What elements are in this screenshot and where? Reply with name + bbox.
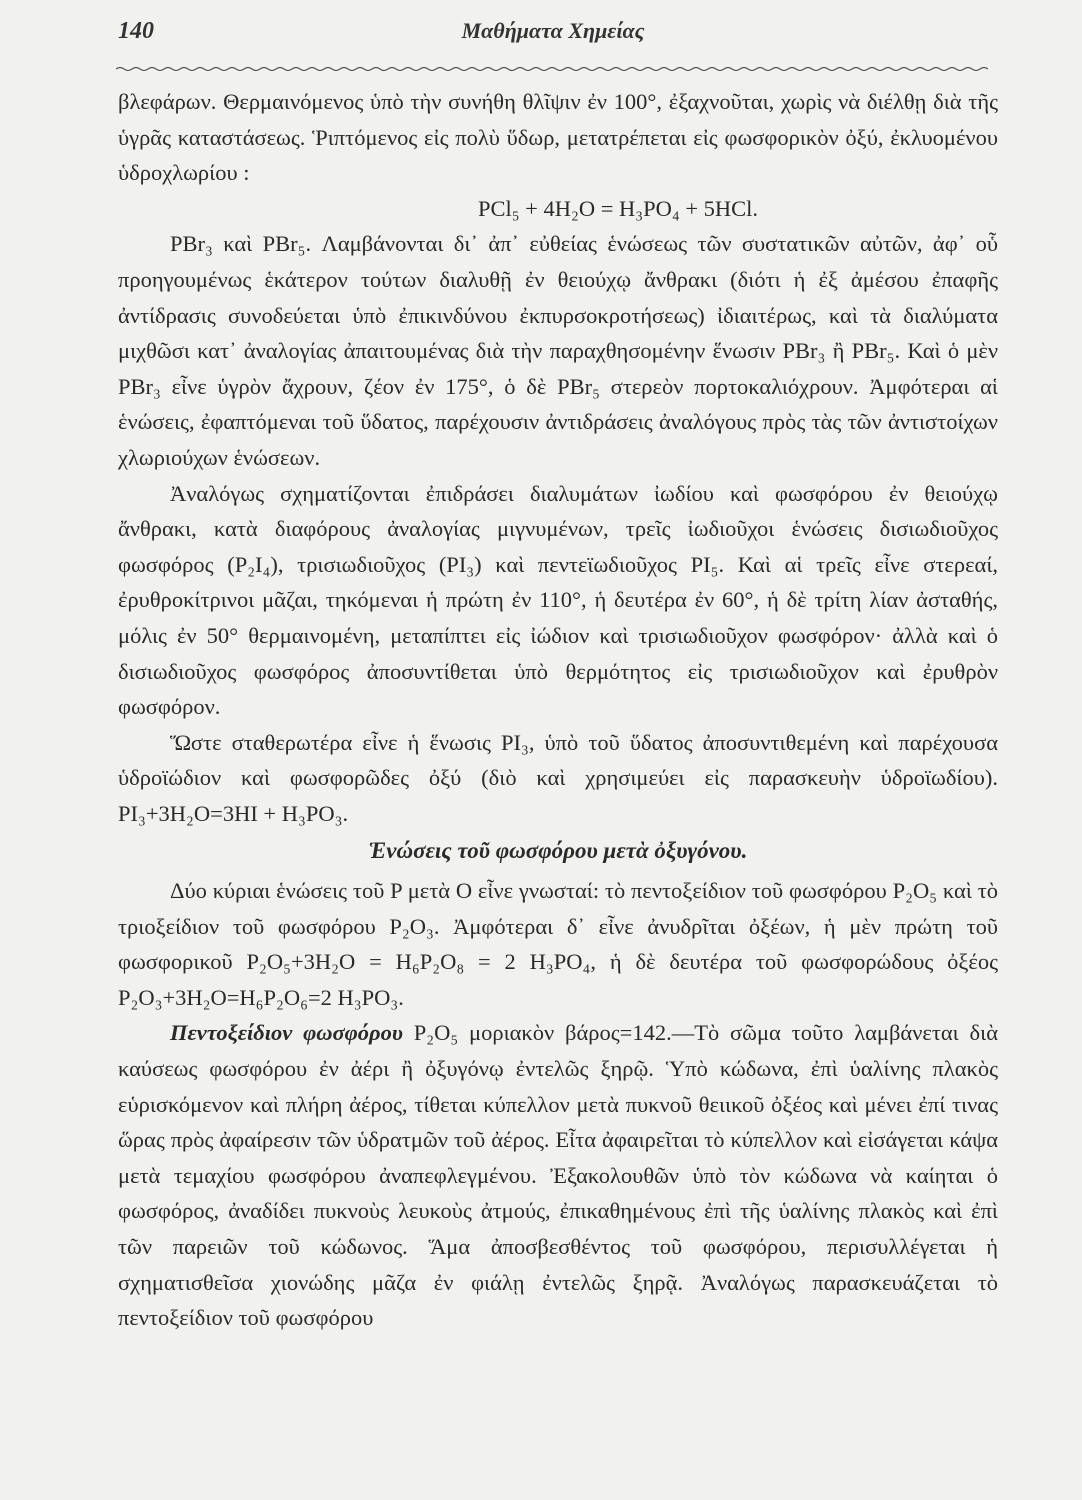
paragraph-iodides: Ἀναλόγως σχηματίζονται ἐπιδράσει διαλυμάτων ἰωδίου καὶ φωσφόρου ἐν θειούχῳ ἄνθρακι, κατὰ διαφόρους ἀναλογίας μιγνυμένων, τρεῖς ἰωδιοῦχοι ἑνώσεις δισιωδιοῦχος φωσφόρος (P₂I₄), τρισιωδιοῦχος (PI₃) καὶ πεντεϊωδιοῦχος PI₅. Καὶ αἱ τρεῖς εἶνε στερεαί, ἐρυθροκίτρινοι μᾶζαι, τηκόμεναι ἡ πρώτη ἐν 110°, ἡ δευτέρα ἐν 60°, ἡ δὲ τρίτη λίαν ἀσταθής, μόλις ἐν 50° θερμαινομένη, μεταπίπτει εἰς ἰώδιον καὶ τρισιωδιοῦχον φωσφόρον· ἀλλὰ καὶ ὁ δισιωδιοῦχος φωσφόρος ἀποσυντίθεται ὑπὸ θερμότητος εἰς τρισιωδιοῦχον καὶ ἐρυθρὸν φωσφόρον. [118, 480, 998, 720]
page-body [118, 84, 998, 1336]
page-header [118, 18, 988, 58]
running-title: Μαθήματα Χημείας [461, 18, 645, 43]
paragraph-pbr: PBr₃ καὶ PBr₅. Λαμβάνονται δι᾽ ἀπ᾽ εὐθείας ἑνώσεως τῶν συστατικῶν αὐτῶν, ἀφ᾽ οὗ προηγουμένως ἑκάτερον τούτων διαλυθῇ ἐν θειούχῳ ἄνθρακι (διότι ἡ ἐξ ἀμέσου ἐπαφῆς ἀντίδρασις συνοδεύεται ὑπὸ ἐπικινδύνου ἐκπυρσοκροτήσεως) ἰδιαιτέρως, καὶ τὰ διαλύματα μιχθῶσι κατ᾽ ἀναλογίας ἀπαιτουμένας διὰ τὴν παραχθησομένην ἕνωσιν PBr₃ ἢ PBr₅. Καὶ ὁ μὲν PBr₃ εἶνε ὑγρὸν ἄχρουν, ζέον ἐν 175°, ὁ δὲ PBr₅ στερεὸν πορτοκαλιόχρουν. Ἀμφότεραι αἱ ἑνώσεις, ἐφαπτόμεναι τοῦ ὕδατος, παρέχουσιν ἀντιδράσεις ἀναλόγους πρὸς τὰς τῶν ἀντιστοίχων χλωριούχων ἑνώσεων. [118, 231, 998, 470]
paragraph-pcl5: βλεφάρων. Θερμαινόμενος ὑπὸ τὴν συνήθη θλῖψιν ἐν 100°, ἐξαχνοῦται, χωρὶς νὰ διέλθῃ διὰ τῆς ὑγρᾶς καταστάσεως. Ῥιπτόμενος εἰς πολὺ ὕδωρ, μετατρέπεται εἰς φωσφορικὸν ὀξύ, ἐκλυομένου ὑδροχλωρίου : [118, 89, 998, 186]
paragraph-p2o5-text: P₂O₅ μοριακὸν βάρος=142.—Τὸ σῶμα τοῦτο λαμβάνεται διὰ καύσεως φωσφόρου ἐν ἀέρι ἢ ὀξυγόνῳ ἐντελῶς ξηρῷ. Ὑπὸ κώδωνα, ἐπὶ ὑαλίνης πλακὸς εὑρισκόμενον καὶ πλήρη ἀέρος, τίθεται κύπελλον μετὰ πυκνοῦ θειικοῦ ὀξέος καὶ μένει ἐπί τινας ὥρας πρὸς ἀφαίρεσιν τῶν ὑδρατμῶν τοῦ ἀέρος. Εἶτα ἀφαιρεῖται τὸ κύπελλον καὶ εἰσάγεται κάψα μετὰ τεμαχίου φωσφόρου ἀναπεφλεγμένου. Ἐξακολουθῶν ὑπὸ τὸν κώδωνα νὰ καίηται ὁ φωσφόρος, ἀναδίδει πυκνοὺς λευκοὺς ἀτμούς, ἐπικαθημένους ἐπὶ τῆς ὑαλίνης πλακὸς καὶ ἐπὶ τῶν παρειῶν τοῦ κώδωνος. Ἅμα ἀποσβεσθέντος τοῦ φωσφόρου, περισυλλέγεται ἡ σχηματισθεῖσα χιονώδης μᾶζα ἐν φιάλῃ ἐντελῶς ξηρᾷ. Ἀναλόγως παρασκευάζεται τὸ πεντοξείδιον τοῦ φωσφόρου [118, 1020, 998, 1331]
header-rule [116, 64, 988, 74]
paragraph-pi3: Ὥστε σταθερωτέρα εἶνε ἡ ἕνωσις PI₃, ὑπὸ τοῦ ὕδατος ἀποσυντιθεμένη καὶ παρέχουσα ὑδροϊώδιον καὶ φωσφορῶδες ὀξύ (διὸ καὶ χρησιμεύει εἰς παρασκευὴν ὑδροϊωδίου). PI₃+3H₂O=3HI + H₃PO₃. [118, 729, 998, 826]
page-number: 140 [118, 18, 154, 44]
paragraph-p2o5 [118, 1015, 998, 1335]
equation-pcl5-hydrolysis: PCl₅ + 4H₂O = H₃PO₄ + 5HCl. [477, 195, 759, 221]
paragraph-oxides: Δύο κύριαι ἑνώσεις τοῦ P μετὰ O εἶνε γνωσταί: τὸ πεντοξείδιον τοῦ φωσφόρου P₂O₅ καὶ τὸ τριοξείδιον τοῦ φωσφόρου P₂O₃. Ἀμφότεραι δ᾽ εἶνε ἀνυδρῖται ὀξέων, ἡ μὲν πρώτη τοῦ φωσφορικοῦ P₂O₅+3H₂O = H₆P₂O₈ = 2 H₃PO₄, ἡ δὲ δευτέρα τοῦ φωσφορώδους ὀξέος P₂O₃+3H₂O=H₆P₂O₆=2 H₃PO₃. [118, 878, 998, 1010]
section-heading: Ἑνώσεις τοῦ φωσφόρου μετὰ ὀξυγόνου. [368, 838, 748, 864]
paragraph-lead-term: Πεντοξείδιον φωσφόρου [170, 1020, 403, 1046]
